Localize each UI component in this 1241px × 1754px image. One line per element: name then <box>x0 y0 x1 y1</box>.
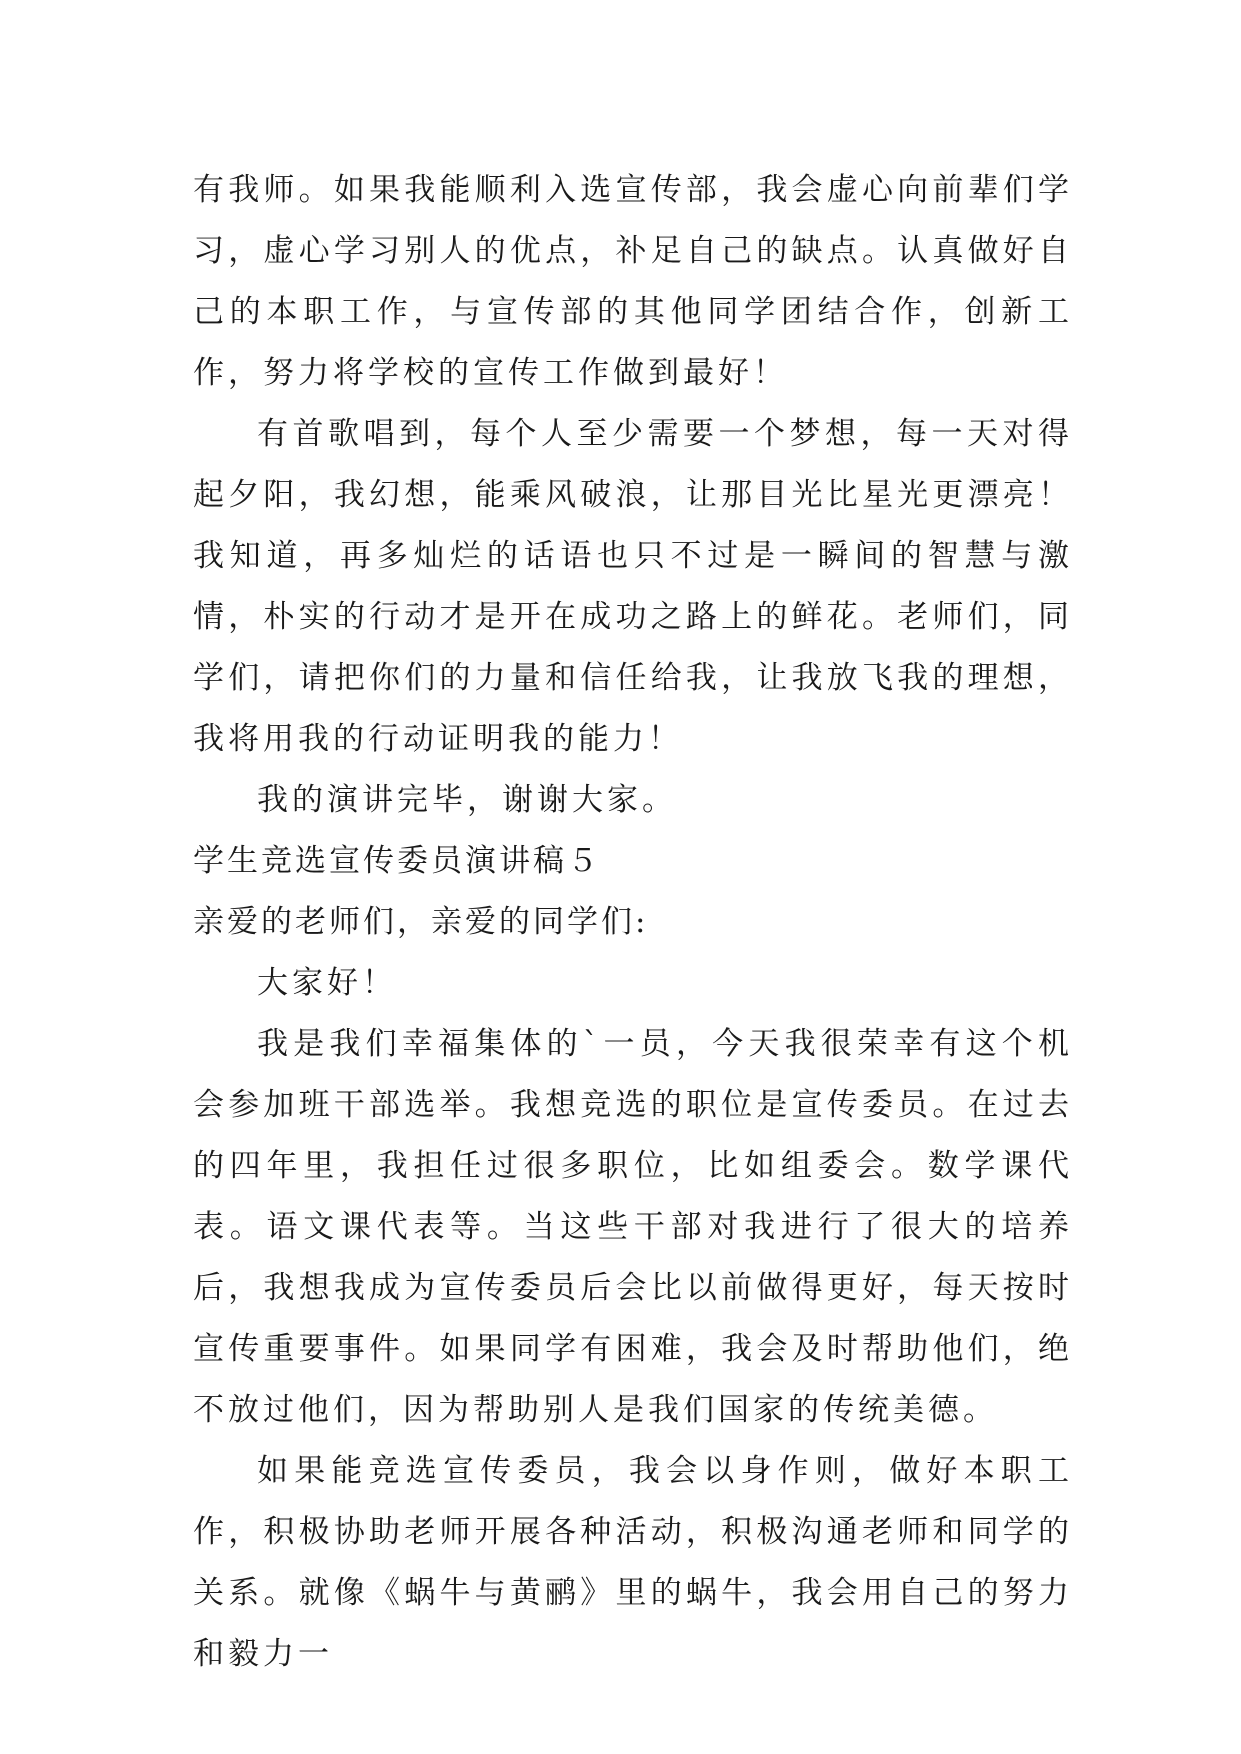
salutation: 亲爱的老师们，亲爱的同学们: <box>193 904 649 940</box>
greeting: 大家好！ <box>257 965 397 1001</box>
section-heading: 学生竞选宣传委员演讲稿５ <box>193 843 601 879</box>
paragraph-song-dream: 有首歌唱到，每个人至少需要一个梦想，每一天对得起夕阳，我幻想，能乘风破浪，让那目光比星光更漂亮！我知道，再多灿烂的话语也只不过是一瞬间的智慧与激情，朴实的行动才是开在成功之路上的鲜花。老师们，同学们，请把你们的力量和信任给我，让我放飞我的理想，我将用我的行动证明我的能力！ <box>193 416 1073 757</box>
document-body <box>193 160 1073 1685</box>
paragraph-commitment: 如果能竞选宣传委员，我会以身作则，做好本职工作，积极协助老师开展各种活动，积极沟通老师和同学的关系。就像《蜗牛与黄鹂》里的蜗牛，我会用自己的努力和毅力一 <box>193 1453 1073 1672</box>
paragraph-continuation: 有我师。如果我能顺利入选宣传部，我会虚心向前辈们学习，虚心学习别人的优点，补足自己的缺点。认真做好自己的本职工作，与宣传部的其他同学团结合作，创新工作，努力将学校的宣传工作做到最好！ <box>193 172 1073 391</box>
paragraph-closing-thanks: 我的演讲完毕，谢谢大家。 <box>257 782 677 818</box>
paragraph-introduction: 我是我们幸福集体的`一员，今天我很荣幸有这个机会参加班干部选举。我想竞选的职位是宣传委员。在过去的四年里，我担任过很多职位，比如组委会。数学课代表。语文课代表等。当这些干部对我进行了很大的培养后，我想我成为宣传委员后会比以前做得更好，每天按时宣传重要事件。如果同学有困难，我会及时帮助他们，绝不放过他们，因为帮助别人是我们国家的传统美德。 <box>193 1026 1073 1428</box>
